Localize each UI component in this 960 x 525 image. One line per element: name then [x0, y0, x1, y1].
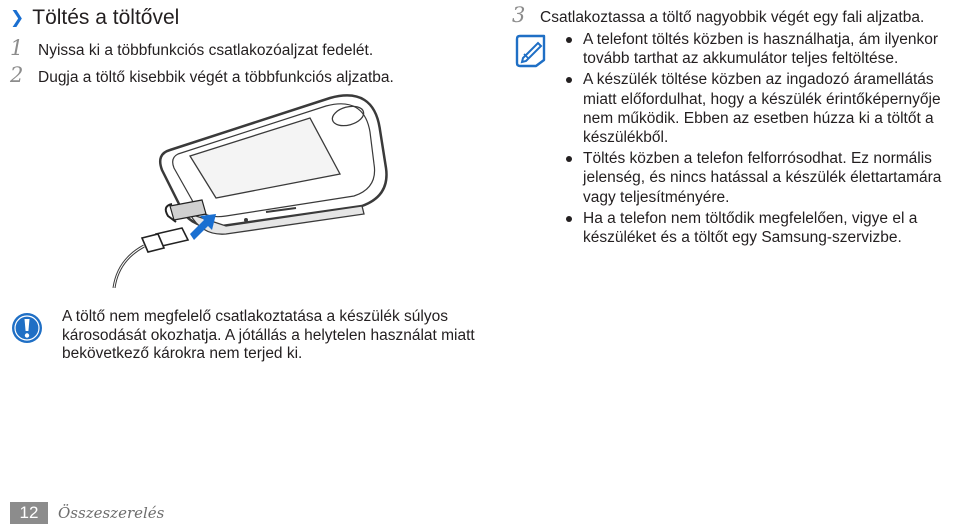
step-text: Dugja a töltő kisebbik végét a többfunkciós aljzatba. [38, 69, 394, 86]
step-text: Nyissa ki a többfunkciós csatlakozóaljzat fedelét. [38, 42, 374, 59]
step-1 [10, 36, 374, 60]
bullet-icon [566, 77, 572, 83]
note-list [566, 30, 956, 249]
warning-text: A töltő nem megfelelő csatlakoztatása a készülék súlyos károsodását okozhatja. A jótállás a helytelen használat miatt bekövetkező károkra nem terjed ki. [62, 308, 475, 362]
page-footer [10, 502, 164, 524]
note-item-text: A telefont töltés közben is használhatja, ám ilyenkor tovább tarthat az akkumulátor teljes feltöltése. [583, 31, 938, 68]
note-item [566, 209, 956, 247]
charger-cable [114, 228, 188, 288]
page-number: 12 [10, 502, 48, 524]
note-item-text: A készülék töltése közben az ingadozó áramellátás miatt előfordulhat, hogy a készülék érintőképernyője nem működik. Ebben az esetben húzza ki a töltőt a készülékből. [583, 71, 941, 147]
page-title-text: Töltés a töltővel [32, 6, 180, 29]
step-number: 2 [10, 63, 24, 87]
note-item [566, 30, 956, 68]
exclamation-icon [10, 311, 44, 345]
note-item-text: Töltés közben a telefon felforrósodhat. Ez normális jelenség, és nincs hatással a készülék élettartamára vagy teljesítményére. [583, 150, 942, 206]
note-item [566, 149, 956, 207]
step-2 [10, 63, 394, 87]
note-pencil-icon [514, 34, 548, 68]
phone-charger-illustration [112, 88, 394, 288]
chevron-right-icon: ❯ [10, 8, 25, 28]
step-number: 3 [512, 3, 526, 27]
bullet-icon [566, 37, 572, 43]
note-item-text: Ha a telefon nem töltődik megfelelően, vigye el a készüléket és a töltőt egy Samsung-szervizbe. [583, 209, 918, 247]
bullet-icon [566, 156, 572, 162]
section-name: Összeszerelés [58, 504, 165, 522]
bullet-icon [566, 216, 572, 222]
step-3 [512, 3, 925, 27]
note-item [566, 70, 956, 147]
step-number: 1 [10, 36, 24, 60]
step-text: Csatlakoztassa a töltő nagyobbik végét egy fali aljzatba. [540, 9, 925, 26]
page-title [10, 6, 179, 30]
